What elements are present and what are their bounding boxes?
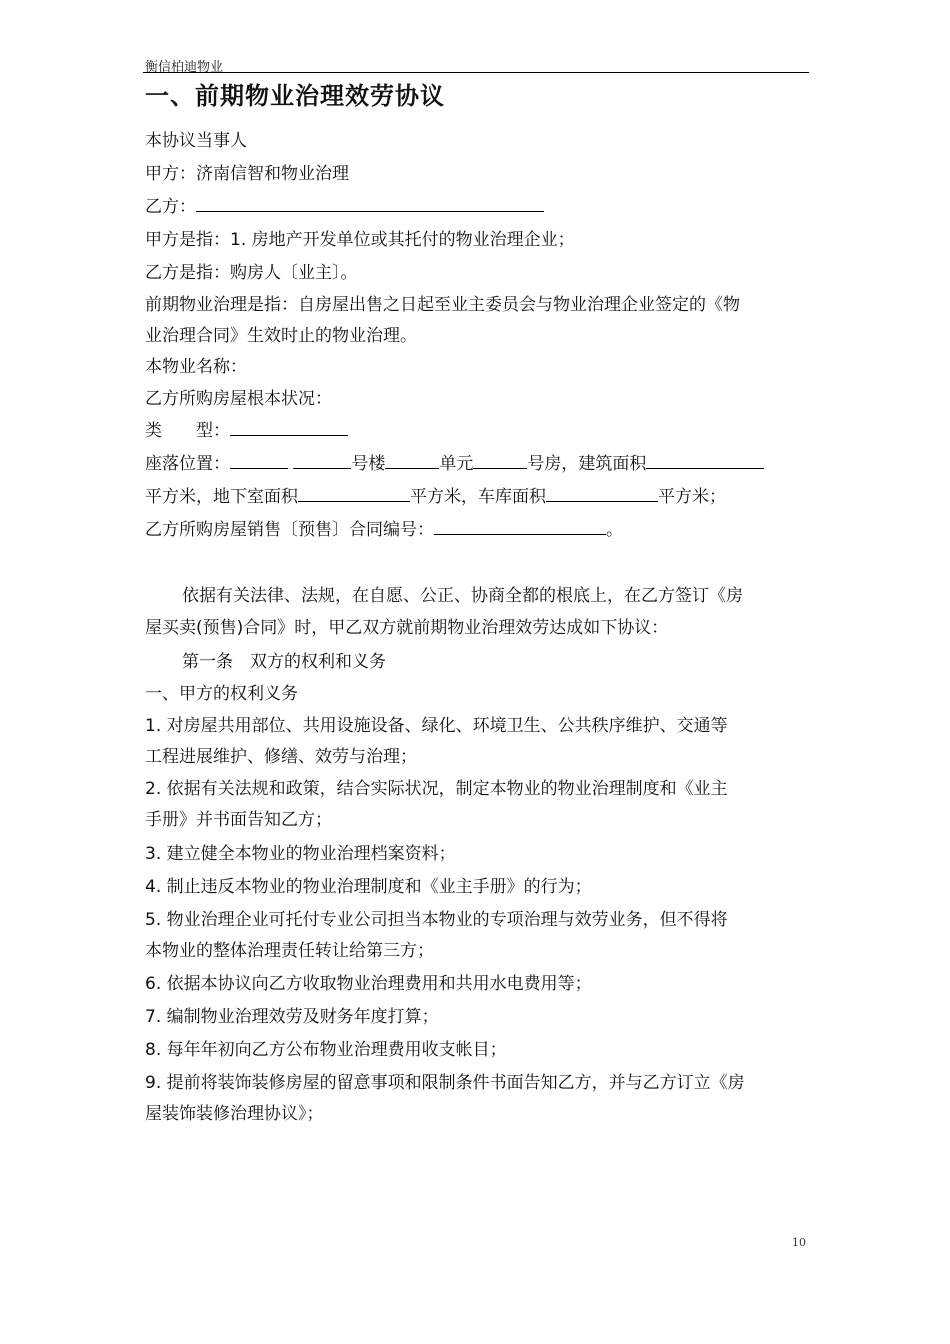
section-a-heading: 一、甲方的权利义务 (145, 684, 298, 704)
room-label: 号房，建筑面积 (527, 454, 647, 474)
location-line (145, 449, 764, 474)
building-blank (293, 452, 351, 469)
party-b-line (145, 192, 544, 217)
list-item: 本物业的整体治理责任转让给第三方； (145, 941, 434, 961)
property-name-label: 本物业名称： (145, 357, 247, 377)
contract-line (145, 515, 623, 540)
list-item: 9. 提前将装饰装修房屋的留意事项和限制条件书面告知乙方，并与乙方订立《房 (145, 1073, 745, 1093)
preamble-line-1: 依据有关法律、法规，在自愿、公正、协商全都的根底上，在乙方签订《房 (182, 586, 743, 606)
list-item: 2. 依据有关法规和政策，结合实际状况，制定本物业的物业治理制度和《业主 (145, 779, 728, 799)
party-a-definition: 甲方是指：1. 房地产开发单位或其托付的物业治理企业； (145, 230, 575, 250)
sqm-garage-label: 平方米，车库面积 (410, 487, 546, 507)
list-item: 3. 建立健全本物业的物业治理档案资料； (145, 844, 456, 864)
list-item: 工程进展维护、修缮、效劳与治理； (145, 747, 417, 767)
party-b-label: 乙方： (145, 197, 196, 217)
party-b-definition: 乙方是指：购房人〔业主〕。 (145, 263, 358, 283)
header-company: 衡信柏迪物业 (145, 60, 224, 75)
contract-end: 。 (606, 520, 623, 540)
house-type-blank (230, 419, 348, 436)
list-item: 屋装饰装修治理协议》； (145, 1104, 324, 1124)
house-status-label: 乙方所购房屋根本状况： (145, 389, 332, 409)
house-type-line (145, 416, 348, 441)
unit-blank (385, 452, 439, 469)
list-item: 7. 编制物业治理效劳及财务年度打算； (145, 1007, 439, 1027)
sqm-end-label: 平方米； (658, 487, 726, 507)
sqm-basement-label: 平方米，地下室面积 (145, 487, 298, 507)
preamble-line-2: 屋买卖(预售)合同》时，甲乙双方就前期物业治理效劳达成如下协议： (145, 618, 669, 638)
unit-label: 单元 (439, 454, 474, 474)
building-label: 号楼 (351, 454, 386, 474)
article-1-heading: 第一条 双方的权利和义务 (182, 652, 386, 672)
list-item: 5. 物业治理企业可托付专业公司担当本物业的专项治理与效劳业务，但不得将 (145, 910, 728, 930)
area-line (145, 482, 726, 507)
area-blank (646, 452, 764, 469)
pre-management-definition-2: 业治理合同》生效时止的物业治理。 (145, 326, 417, 346)
page-number: 10 (792, 1236, 806, 1249)
basement-area-blank (298, 485, 410, 502)
party-a: 甲方：济南信智和物业治理 (145, 164, 349, 184)
pre-management-definition-1: 前期物业治理是指：自房屋出售之日起至业主委员会与物业治理企业签定的《物 (145, 295, 740, 315)
list-item: 6. 依据本协议向乙方收取物业治理费用和共用水电费用等； (145, 974, 592, 994)
header-rule (143, 72, 809, 73)
garage-area-blank (546, 485, 658, 502)
list-item: 8. 每年年初向乙方公布物业治理费用收支帐目； (145, 1040, 507, 1060)
contract-number-blank (434, 518, 606, 535)
list-item: 1. 对房屋共用部位、共用设施设备、绿化、环境卫生、公共秩序维护、交通等 (145, 716, 728, 736)
parties-intro: 本协议当事人 (145, 131, 247, 151)
contract-label: 乙方所购房屋销售〔预售〕合同编号： (145, 520, 434, 540)
house-type-label: 类 型： (145, 421, 230, 441)
document-title: 一、前期物业治理效劳协议 (145, 82, 445, 110)
list-item: 4. 制止违反本物业的物业治理制度和《业主手册》的行为； (145, 877, 592, 897)
location-blank-1 (230, 452, 288, 469)
list-item: 手册》并书面告知乙方； (145, 810, 332, 830)
room-blank (473, 452, 527, 469)
party-b-blank (196, 195, 544, 212)
location-label: 座落位置： (145, 454, 230, 474)
